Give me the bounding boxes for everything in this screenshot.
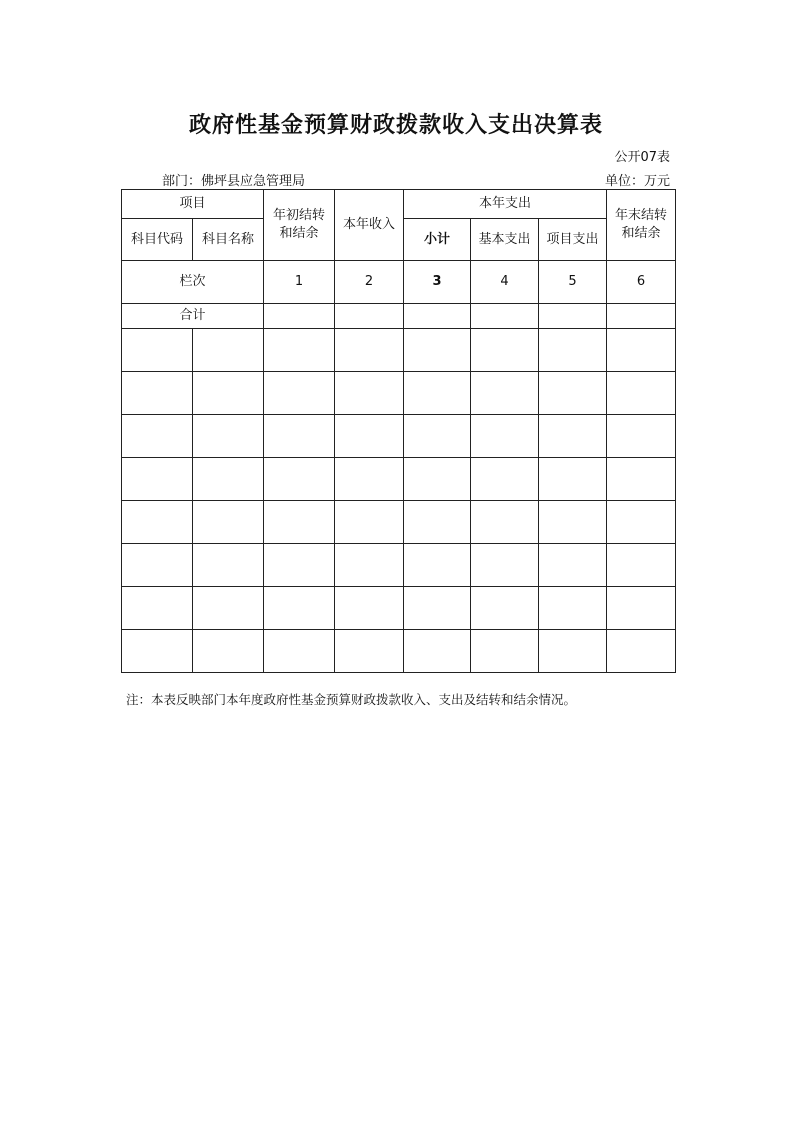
table-row (122, 415, 676, 458)
table-cell (471, 544, 539, 587)
total-label: 合计 (122, 304, 264, 329)
header-basic-expense: 基本支出 (471, 219, 539, 261)
header-begin-balance (264, 190, 335, 261)
table-row (122, 458, 676, 501)
table-cell (404, 372, 471, 415)
header-begin-balance-line1: 年初结转 (273, 208, 326, 223)
table-cell (335, 501, 404, 544)
table-row (122, 544, 676, 587)
column-number-label: 栏次 (122, 261, 264, 304)
table-cell (539, 304, 607, 329)
table-cell (471, 458, 539, 501)
table-cell (404, 630, 471, 673)
table-cell (539, 458, 607, 501)
header-income: 本年收入 (335, 190, 404, 261)
table-cell (335, 372, 404, 415)
table-cell (122, 587, 193, 630)
column-number-5: 5 (539, 261, 607, 304)
table-cell (335, 544, 404, 587)
header-end-balance (607, 190, 676, 261)
table-cell (264, 458, 335, 501)
table-cell (471, 304, 539, 329)
table-cell (264, 372, 335, 415)
table-cell (404, 544, 471, 587)
header-subtotal: 小计 (404, 219, 471, 261)
table-cell (264, 587, 335, 630)
table-cell (122, 544, 193, 587)
table-cell (539, 544, 607, 587)
table-cell (335, 329, 404, 372)
header-begin-balance-line2: 和结余 (279, 226, 319, 241)
header-subject-code: 科目代码 (122, 219, 193, 261)
table-cell (471, 501, 539, 544)
table-cell (404, 458, 471, 501)
table-cell (193, 544, 264, 587)
table-cell (404, 304, 471, 329)
unit-label: 单位：万元 (604, 174, 670, 189)
table-cell (607, 304, 676, 329)
table-cell (335, 630, 404, 673)
table-cell (539, 630, 607, 673)
table-cell (404, 587, 471, 630)
column-number-3: 3 (404, 261, 471, 304)
table-cell (264, 630, 335, 673)
table-cell (335, 587, 404, 630)
column-number-1: 1 (264, 261, 335, 304)
table-cell (193, 415, 264, 458)
footnote: 注：本表反映部门本年度政府性基金预算财政拨款收入、支出及结转和结余情况。 (126, 692, 577, 707)
column-number-2: 2 (335, 261, 404, 304)
table-cell (122, 415, 193, 458)
header-end-balance-line2: 和结余 (621, 226, 661, 241)
table-cell (404, 501, 471, 544)
table-cell (607, 501, 676, 544)
table-cell (607, 415, 676, 458)
table-cell (539, 329, 607, 372)
table-cell (404, 329, 471, 372)
table-cell (193, 501, 264, 544)
table-cell (607, 587, 676, 630)
table-cell (193, 458, 264, 501)
table-cell (471, 587, 539, 630)
table-cell (335, 304, 404, 329)
page-title: 政府性基金预算财政拨款收入支出决算表 (188, 113, 603, 138)
table-row (122, 587, 676, 630)
column-number-6: 6 (607, 261, 676, 304)
table-cell (122, 458, 193, 501)
table-cell (539, 501, 607, 544)
table-cell (122, 372, 193, 415)
column-number-row (122, 261, 676, 304)
table-cell (193, 630, 264, 673)
table-cell (264, 304, 335, 329)
table-cell (335, 458, 404, 501)
table-cell (607, 458, 676, 501)
table-cell (122, 501, 193, 544)
form-number: 公开07表 (614, 150, 670, 165)
header-item: 项目 (122, 190, 264, 219)
table-cell (607, 544, 676, 587)
table-row (122, 329, 676, 372)
table-cell (335, 415, 404, 458)
table-cell (264, 329, 335, 372)
table-cell (607, 630, 676, 673)
table-cell (471, 372, 539, 415)
table-cell (539, 372, 607, 415)
department-label: 部门：佛坪县应急管理局 (162, 174, 306, 189)
table-row (122, 630, 676, 673)
table-row (122, 501, 676, 544)
header-row-1 (122, 190, 676, 219)
column-number-4: 4 (471, 261, 539, 304)
table-cell (539, 587, 607, 630)
total-row (122, 304, 676, 329)
table-cell (193, 372, 264, 415)
table-cell (122, 630, 193, 673)
table-cell (122, 329, 193, 372)
table-cell (264, 501, 335, 544)
table-row (122, 372, 676, 415)
header-subject-name: 科目名称 (193, 219, 264, 261)
header-end-balance-line1: 年末结转 (615, 208, 668, 223)
table-cell (193, 587, 264, 630)
table-cell (471, 415, 539, 458)
table-cell (471, 630, 539, 673)
table-cell (404, 415, 471, 458)
table-cell (539, 415, 607, 458)
table-cell (607, 329, 676, 372)
table-cell (193, 329, 264, 372)
table-cell (264, 415, 335, 458)
header-expense: 本年支出 (404, 190, 607, 219)
header-project-expense: 项目支出 (539, 219, 607, 261)
table-cell (471, 329, 539, 372)
budget-table (121, 189, 676, 673)
table-cell (607, 372, 676, 415)
table-cell (264, 544, 335, 587)
